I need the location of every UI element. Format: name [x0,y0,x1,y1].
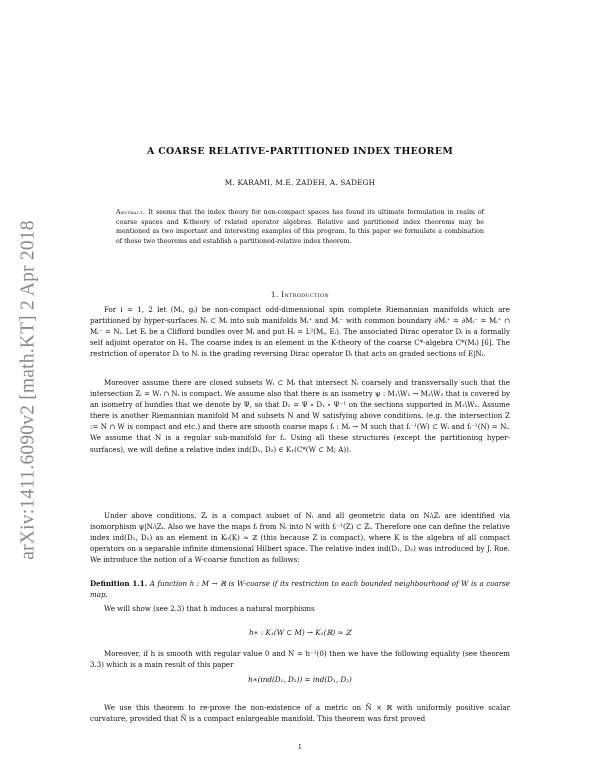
definition-text: A function h : M → ℝ is W-coarse if its restriction to each bounded neighbourhood of W is a coarse map. [90,579,510,600]
abstract-text: It seems that the index theory for non-compact spaces has found its ultimate formulation in realm of coarse spaces and K-theory of related operator algebras. Relative and partitioned index theorems may be mentioned as two important and interesting examples of this program. In this paper we formulate a combination of these two theorems and establish a partitioned-relative index theorem. [116,209,484,245]
paragraph-1 [90,304,510,359]
definition-label: Definition 1.1. [90,579,148,588]
paragraph-5-text: Moreover, if h is smooth with regular value 0 and N = h⁻¹(0) then we have the following equality (see theorem 3.3) which is a main result of this paper [90,649,510,670]
page-number: 1 [297,743,303,751]
paragraph-3-text: Under above conditions, Zᵢ is a compact subset of Nᵢ and all geometric data on Nᵢ\Zᵢ are identified via isomorphism ψ|Nᵢ\Zᵢ. Also we have the maps fᵢ from Nᵢ into N with fᵢ⁻¹(Z) ⊂ Zᵢ. Therefore one can define the relative index ind(D₁, D₂) as an element in K₀(K) ≃ ℤ (this because Z is compact), where K is the algebra of all compact operators on a separable infinite dimensional Hilbert space. The relative index ind(D₁, D₂) was introduced by J. Roe. We introduce the notion of a W-coarse function as follows: [90,511,510,565]
paragraph-2-text: Moreover assume there are closed subsets Wᵢ ⊂ Mᵢ that intersect Nᵢ coarsely and transversally such that the intersection Zᵢ = Wᵢ ∩ Nᵢ is compact. We assume also that there is an isometry ψ : M₁\W₁ → M₂\W₂ that is covered by an isometry of bundles that we denote by Ψ, so that D₂ = Ψ ∘ D₁ ∘ Ψ⁻¹ on the sections supported in M₂\W₂. Assume there is another Riemannian manifold M and subsets N and W satisfying above conditions, (e.g. the intersection Z := N ∩ W is compact and etc.) and there are smooth coarse maps fᵢ : Mᵢ → M such that fᵢ⁻¹(W) ⊂ Wᵢ and fᵢ⁻¹(N) = Nᵢ. We assume that N is a regular sub-manifold for fᵢ. Using all these structures (except the partitioning hyper-surfaces), we will define a relative index ind(D₁, D₂) ∈ K₁(C*(W ⊂ M; A)). [90,378,510,454]
arxiv-identifier-text: arXiv:1411.6090v2 [math.KT] 2 Apr 2018 [18,220,40,560]
paragraph-4 [90,603,510,614]
paragraph-6 [90,702,510,724]
paragraph-4-text: We will show (see 2.3) that h induces a natural morphisms [104,604,315,613]
paragraph-6-text: We use this theorem to re-prove the non-existence of a metric on Ñ × ℝ with uniformly positive scalar curvature, provided that Ñ is a compact enlargeable manifold. This theorem was first proved [90,703,510,724]
equation-2: h∗(ind(D₁, D₂)) = ind(D₁, D₂) [248,675,352,684]
abstract [116,208,484,246]
paragraph-1-text: For i = 1, 2 let (Mᵢ, gᵢ) be non-compact odd-dimensional spin complete Riemannian manifolds which are partitioned by hyper-surfaces Nᵢ ⊂ Mᵢ into sub manifolds Mᵢ⁺ and Mᵢ⁻ with common boundary ∂Mᵢ⁺ = ∂Mᵢ⁻ = Mᵢ⁺ ∩ Mᵢ⁻ = Nᵢ. Let Eᵢ be a Clifford bundles over Mᵢ and put Hᵢ = L²(Mᵢ, Eᵢ). The associated Dirac operator Dᵢ is a formally self adjoint operator on Hᵢ. The coarse index is an element in the K-theory of the coarse C*-algebra C*(Mᵢ) [6]. The restriction of operator Dᵢ to Nᵢ is the grading reversing Dirac operator Dᵢ that acts on graded sections of E|Nᵢ. [90,305,510,359]
definition-1-1 [90,578,510,600]
arxiv-identifier-stamp [14,180,44,600]
paper-authors: M. KARAMI, M.E. ZADEH, A. SADEGH [224,178,376,187]
paragraph-3 [90,510,510,565]
abstract-label: Abstract. [116,209,146,216]
section-title-introduction: 1. Introduction [270,290,330,299]
paragraph-2 [90,377,510,455]
equation-1: h∗ : K₁(W ⊂ M) → K₁(ℝ) ≃ ℤ [249,628,351,637]
paragraph-5 [90,648,510,670]
paper-title: A COARSE RELATIVE-PARTITIONED INDEX THEOREM [146,146,454,157]
